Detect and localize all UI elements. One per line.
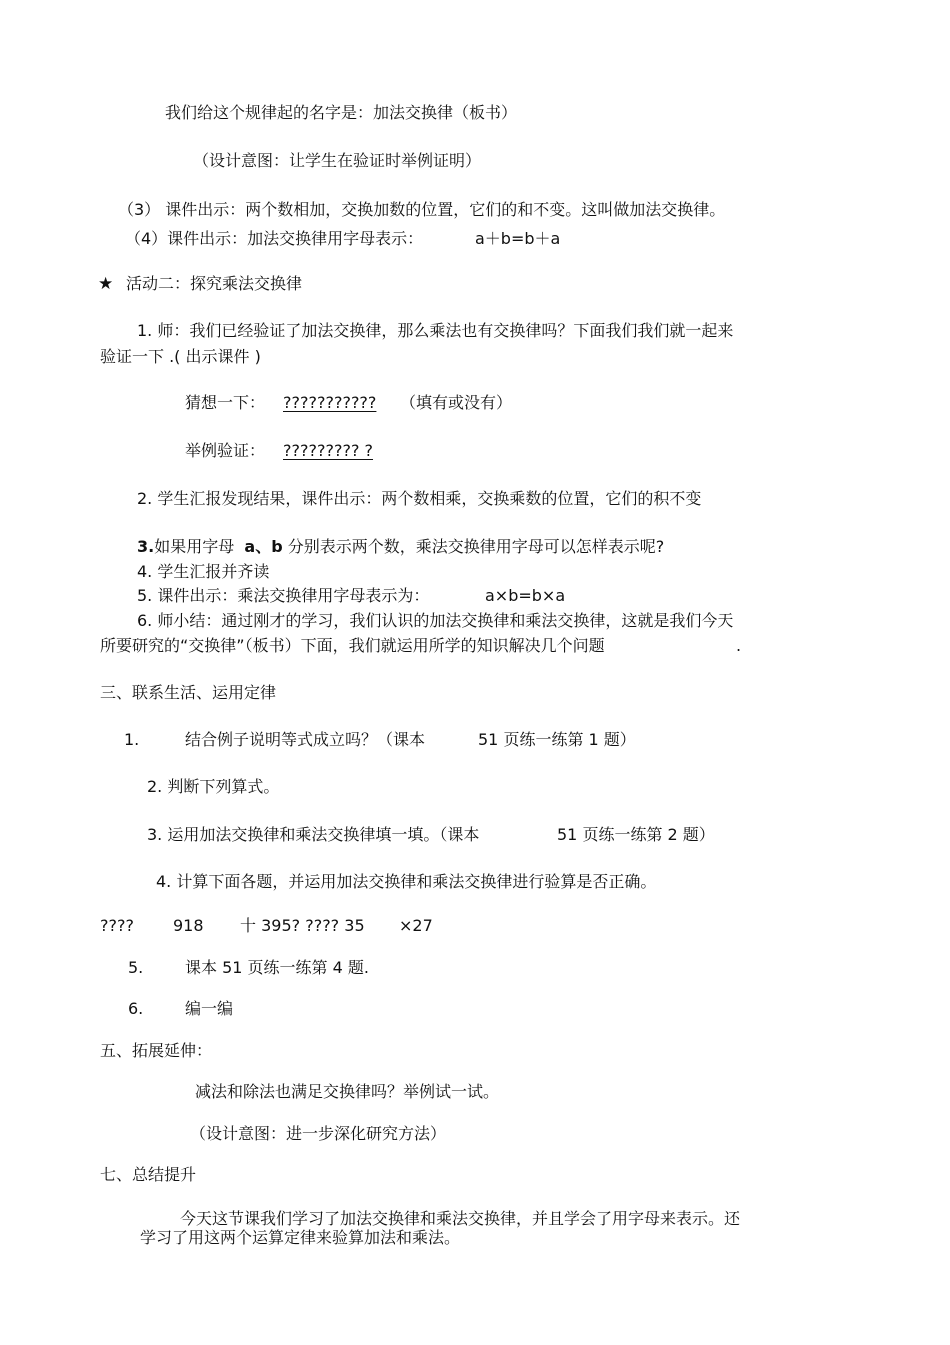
text-line: 51 页练一练第 1 题） <box>478 730 636 749</box>
text-line: 结合例子说明等式成立吗？（课本 <box>185 730 426 749</box>
text-line: 4. 计算下面各题，并运用加法交换律和乘法交换律进行验算是否正确。 <box>156 872 657 891</box>
text-line: （3） 课件出示：两个数相加，交换加数的位置，它们的和不变。这叫做加法交换律。 <box>118 200 726 219</box>
expression-part: 十 395? ???? 35 <box>240 916 365 935</box>
item-number: 6. <box>128 999 144 1018</box>
text-line: 51 页练一练第 2 题） <box>557 825 715 844</box>
text-line: 6. 师小结：通过刚才的学习，我们认识的加法交换律和乘法交换律，这就是我们今天 <box>137 611 734 630</box>
section-heading: 活动二：探究乘法交换律 <box>126 274 303 293</box>
text-line: （4）课件出示：加法交换律用字母表示： <box>125 229 424 248</box>
design-intent-note: （设计意图：进一步深化研究方法） <box>190 1124 447 1143</box>
text-line: 1. 师：我们已经验证了加法交换律，那么乘法也有交换律吗？下面我们我们就一起来 <box>137 321 734 340</box>
design-intent-note: （设计意图：让学生在验证时举例证明） <box>193 151 482 170</box>
text-line: 验证一下 .( 出示课件 ) <box>100 347 261 366</box>
item-number: 3. <box>137 537 155 556</box>
guess-blank: ??????????? <box>283 393 377 412</box>
formula: a＋b=b＋a <box>475 229 561 248</box>
expression-part: 918 <box>173 916 204 935</box>
text-line: 我们给这个规律起的名字是：加法交换律（板书） <box>165 103 518 122</box>
verify-blank: ????????? ? <box>283 441 374 460</box>
section-heading: 五、拓展延伸： <box>100 1041 213 1060</box>
verify-label: 举例验证： <box>185 441 266 460</box>
section-heading: 七、总结提升 <box>100 1165 197 1184</box>
text-line: 3. 运用加法交换律和乘法交换律填一填。（课本 <box>147 825 480 844</box>
text-segment: 如果用字母 <box>154 537 235 556</box>
guess-label: 猜想一下： <box>185 393 266 412</box>
text-line: 所要研究的“交换律”（板书）下面，我们就运用所学的知识解决几个问题 <box>100 636 605 655</box>
text-segment: . <box>736 636 742 655</box>
text-line: 2. 判断下列算式。 <box>147 777 280 796</box>
text-line: 课本 51 页练一练第 4 题. <box>185 958 369 977</box>
text-line: 学习了用这两个运算定律来验算加法和乘法。 <box>140 1228 461 1247</box>
text-line: 5. 课件出示：乘法交换律用字母表示为： <box>137 586 430 605</box>
text-line: 编一编 <box>185 999 234 1018</box>
text-line: 2. 学生汇报发现结果，课件出示：两个数相乘，交换乘数的位置，它们的积不变 <box>137 489 702 508</box>
star-icon: ★ <box>98 274 114 294</box>
text-line: 减法和除法也满足交换律吗？举例试一试。 <box>195 1082 500 1101</box>
expression-part: ×27 <box>399 916 433 935</box>
guess-hint: （填有或没有） <box>400 393 513 412</box>
text-segment: 分别表示两个数，乘法交换律用字母可以怎样表示呢? <box>287 537 665 556</box>
text-line <box>137 536 664 558</box>
text-line: 4. 学生汇报并齐读 <box>137 562 270 581</box>
section-heading: 三、联系生活、运用定律 <box>100 683 277 702</box>
expression-part: ???? <box>100 916 134 935</box>
item-number: 5. <box>128 958 144 977</box>
item-number: 1. <box>124 730 140 749</box>
formula: a×b=b×a <box>485 586 566 605</box>
text-line: 今天这节课我们学习了加法交换律和乘法交换律，并且学会了用字母来表示。还 <box>180 1209 741 1228</box>
letters-ab: a、b <box>244 537 283 556</box>
